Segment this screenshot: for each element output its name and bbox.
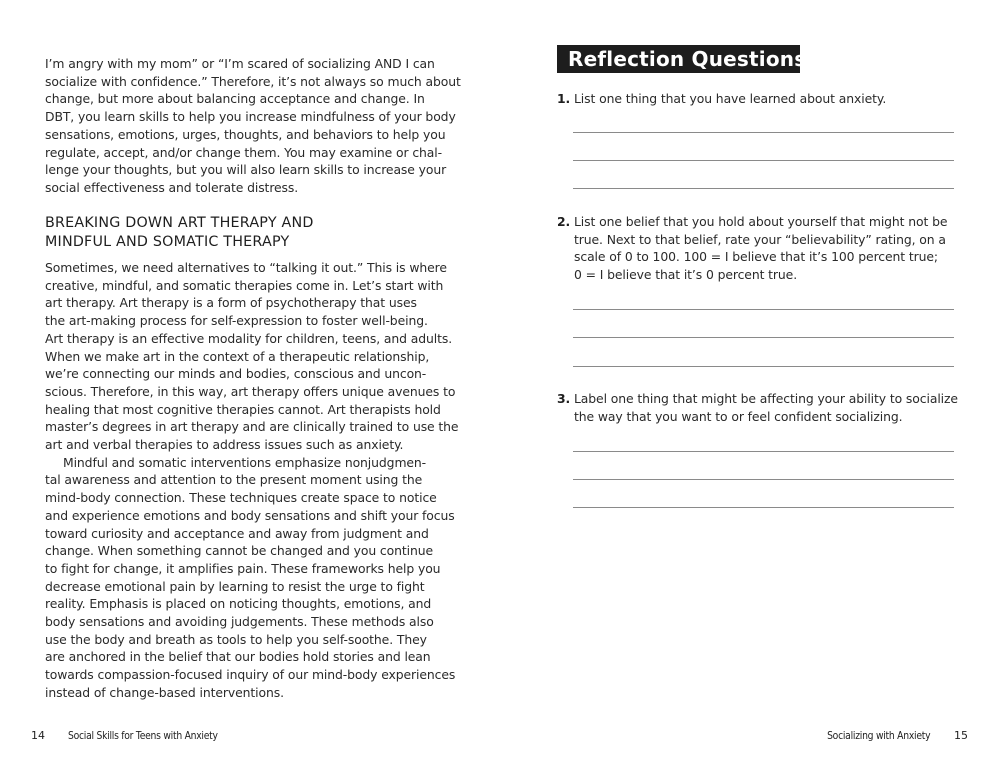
- text-line: the way that you want to or feel confident socializing.: [574, 408, 903, 424]
- text-line: List one belief that you hold about yourself that might not be: [574, 214, 948, 229]
- page-number: 14: [31, 729, 45, 742]
- text-line: 0 = I believe that it’s 0 percent true.: [574, 267, 798, 283]
- page-number: 15: [954, 729, 968, 742]
- answer-line[interactable]: [573, 309, 954, 310]
- text-line: use the body and breath as tools to help you self-soothe. They: [45, 631, 427, 647]
- text-line: toward curiosity and acceptance and away from judgment and: [45, 525, 429, 541]
- heading-line: BREAKING DOWN ART THERAPY AND: [45, 215, 314, 231]
- text-line: master’s degrees in art therapy and are clinically trained to use the: [45, 419, 459, 435]
- text-line: scious. Therefore, in this way, art therapy offers unique avenues to: [45, 383, 456, 399]
- text-line: instead of change-based interventions.: [45, 684, 284, 700]
- text-line: lenge your thoughts, but you will also learn skills to increase your: [45, 162, 447, 178]
- text-line: tal awareness and attention to the present moment using the: [45, 472, 423, 488]
- running-title: Socializing with Anxiety: [826, 730, 930, 742]
- question-text: [574, 90, 886, 108]
- answer-line[interactable]: [573, 507, 954, 508]
- answer-line[interactable]: [573, 160, 954, 161]
- text-line: healing that most cognitive therapies cannot. Art therapists hold: [45, 401, 441, 417]
- text-line: When we make art in the context of a therapeutic relationship,: [45, 348, 430, 364]
- section-heading: [45, 214, 450, 251]
- text-line: towards compassion-focused inquiry of our mind-body experiences: [45, 667, 456, 683]
- answer-line[interactable]: [573, 451, 954, 452]
- question-number: 3.: [557, 391, 571, 406]
- text-line: socialize with confidence.” Therefore, it’s not always so much about: [45, 73, 461, 89]
- somatic-paragraph: [45, 454, 456, 702]
- text-line: true. Next to that belief, rate your “believability” rating, on a: [574, 231, 946, 247]
- question-number: 1.: [557, 91, 571, 106]
- text-line: change, but more about balancing acceptance and change. In: [45, 91, 425, 107]
- text-line: art therapy. Art therapy is a form of psychotherapy that uses: [45, 295, 417, 311]
- answer-line[interactable]: [573, 479, 954, 480]
- text-line: List one thing that you have learned about anxiety.: [574, 91, 887, 106]
- text-line: body sensations and avoiding judgements. These methods also: [45, 614, 434, 630]
- intro-paragraph: [45, 55, 461, 197]
- running-title: Social Skills for Teens with Anxiety: [68, 730, 218, 742]
- body-text: [45, 259, 459, 702]
- text-line: the art-making process for self-expression to foster well-being.: [45, 313, 428, 329]
- question-text: [574, 390, 958, 425]
- text-line: Sometimes, we need alternatives to “talking it out.” This is where: [45, 260, 447, 275]
- text-line: mind-body connection. These techniques create space to notice: [45, 490, 437, 506]
- text-line: sensations, emotions, urges, thoughts, and behaviors to help you: [45, 126, 446, 142]
- art-therapy-paragraph: [45, 259, 459, 454]
- answer-line[interactable]: [573, 366, 954, 367]
- text-line: reality. Emphasis is placed on noticing thoughts, emotions, and: [45, 596, 432, 612]
- text-line: decrease emotional pain by learning to resist the urge to fight: [45, 578, 425, 594]
- text-line: change. When something cannot be changed and you continue: [45, 543, 433, 559]
- question-text: [574, 213, 947, 284]
- text-line: and experience emotions and body sensations and shift your focus: [45, 507, 455, 523]
- question-number: 2.: [557, 214, 571, 229]
- text-line: I’m angry with my mom” or “I’m scared of socializing AND I can: [45, 56, 435, 71]
- text-line: to fight for change, it amplifies pain. These frameworks help you: [45, 560, 441, 576]
- right-page: [500, 0, 1000, 773]
- text-line: scale of 0 to 100. 100 = I believe that it’s 100 percent true;: [574, 249, 938, 265]
- text-line: are anchored in the belief that our bodies hold stories and lean: [45, 649, 431, 665]
- text-line: social effectiveness and tolerate distress.: [45, 179, 299, 195]
- answer-line[interactable]: [573, 132, 954, 133]
- text-line: DBT, you learn skills to help you increase mindfulness of your body: [45, 109, 456, 125]
- text-line: Art therapy is an effective modality for children, teens, and adults.: [45, 330, 453, 346]
- answer-line[interactable]: [573, 337, 954, 338]
- section-title-banner: [557, 45, 807, 73]
- answer-line[interactable]: [573, 188, 954, 189]
- text-line: creative, mindful, and somatic therapies come in. Let’s start with: [45, 277, 444, 293]
- text-line: regulate, accept, and/or change them. You may examine or chal-: [45, 144, 442, 160]
- text-line: art and verbal therapies to address issues such as anxiety.: [45, 437, 404, 453]
- heading-line: MINDFUL AND SOMATIC THERAPY: [45, 233, 290, 250]
- text-line: we’re connecting our minds and bodies, conscious and uncon-: [45, 366, 427, 382]
- text-line: Mindful and somatic interventions emphasize nonjudgmen-: [63, 454, 427, 470]
- text-line: Label one thing that might be affecting your ability to socialize: [574, 391, 958, 406]
- section-title: Reflection Questions: [568, 47, 807, 71]
